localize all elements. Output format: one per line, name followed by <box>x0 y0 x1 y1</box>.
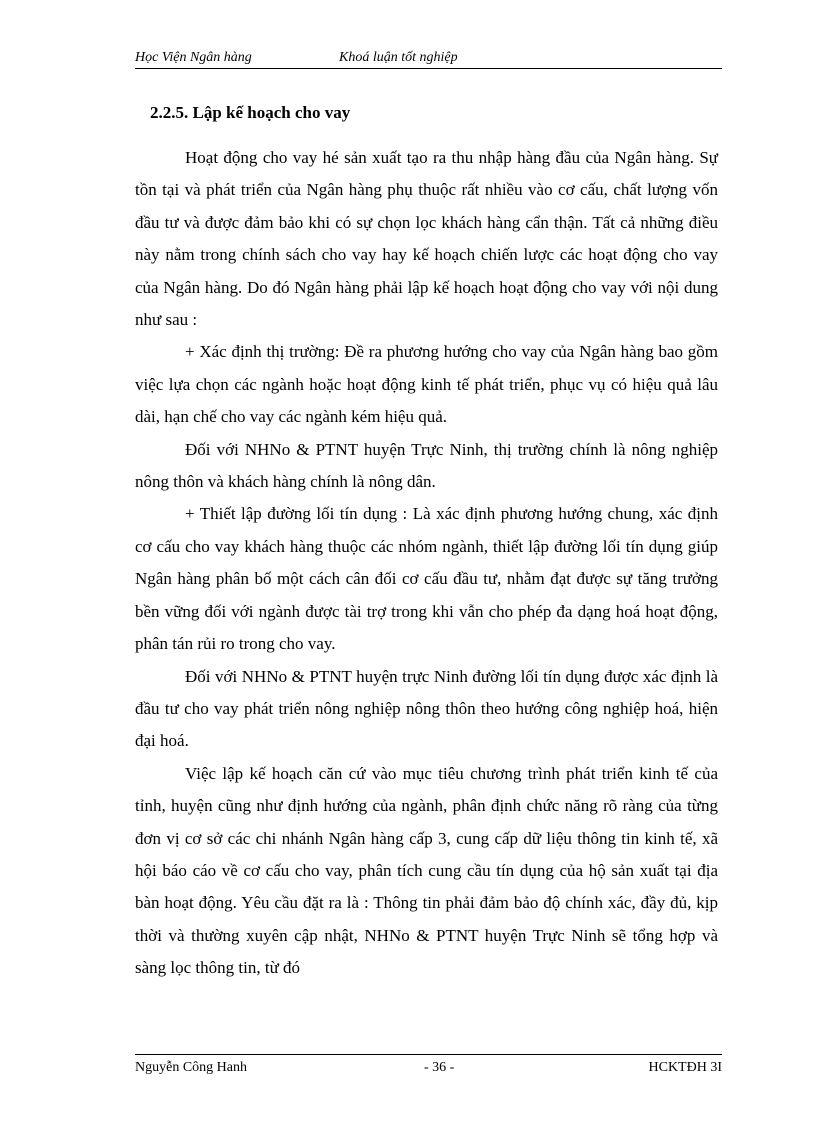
paragraph: + Thiết lập đường lối tín dụng : Là xác định phương hướng chung, xác định cơ cấu cho vay khách hàng thuộc các nhóm ngành, thiết lập đường lối tín dụng giúp Ngân hàng phân bố một cách cân đối cơ cấu đầu tư, nhằm đạt được sự tăng trưởng bền vững đối với ngành được tài trợ trong khi vẫn cho phép đa dạng hoá hoạt động, phân tán rủi ro trong cho vay. <box>135 504 718 654</box>
page-header <box>135 50 722 69</box>
body-text <box>135 142 718 985</box>
paragraph: Đối với NHNo & PTNT huyện trực Ninh đường lối tín dụng được xác định là đầu tư cho vay phát triển nông nghiệp nông thôn theo hướng công nghiệp hoá, hiện đại hoá. <box>135 666 718 751</box>
header-document-type: Khoá luận tốt nghiệp <box>339 50 458 65</box>
header-institution: Học Viện Ngân hàng <box>135 50 252 65</box>
section-heading: 2.2.5. Lập kế hoạch cho vay <box>150 103 351 122</box>
footer-author: Nguyễn Công Hanh <box>135 1060 247 1075</box>
footer-class-code: HCKTĐH 3I <box>648 1060 722 1075</box>
page-footer <box>135 1054 722 1079</box>
page-number: - 36 - <box>424 1060 455 1075</box>
paragraph: Hoạt động cho vay hé sản xuất tạo ra thu nhập hàng đầu của Ngân hàng. Sự tồn tại và phát triển của Ngân hàng phụ thuộc rất nhiều vào cơ cấu, chất lượng vốn đầu tư và được đảm bảo khi có sự chọn lọc khách hàng cẩn thận. Tất cả những điều này nằm trong chính sách cho vay hay kế hoạch chiến lược các hoạt động cho vay của Ngân hàng. Do đó Ngân hàng phải lập kế hoạch hoạt động cho vay với nội dung như sau : <box>135 148 718 330</box>
paragraph: Đối với NHNo & PTNT huyện Trực Ninh, thị trường chính là nông nghiệp nông thôn và khách hàng chính là nông dân. <box>135 439 718 492</box>
paragraph: Việc lập kế hoạch căn cứ vào mục tiêu chương trình phát triển kinh tế của tỉnh, huyện cũng như định hướng của ngành, phân định chức năng rõ ràng của từng đơn vị cơ sở các chi nhánh Ngân hàng cấp 3, cung cấp dữ liệu thông tin kinh tế, xã hội báo cáo về cơ cấu cho vay, phân tích cung cầu tín dụng của hộ sản xuất tại địa bàn hoạt động. Yêu cầu đặt ra là : Thông tin phải đảm bảo độ chính xác, đầy đủ, kịp thời và thường xuyên cập nhật, NHNo & PTNT huyện Trực Ninh sẽ tổng hợp và sàng lọc thông tin, từ đó <box>135 763 718 978</box>
paragraph: + Xác định thị trường: Đề ra phương hướng cho vay của Ngân hàng bao gồm việc lựa chọn các ngành hoặc hoạt động kinh tế phát triển, phục vụ có hiệu quả lâu dài, hạn chế cho vay các ngành kém hiệu quả. <box>135 342 718 427</box>
